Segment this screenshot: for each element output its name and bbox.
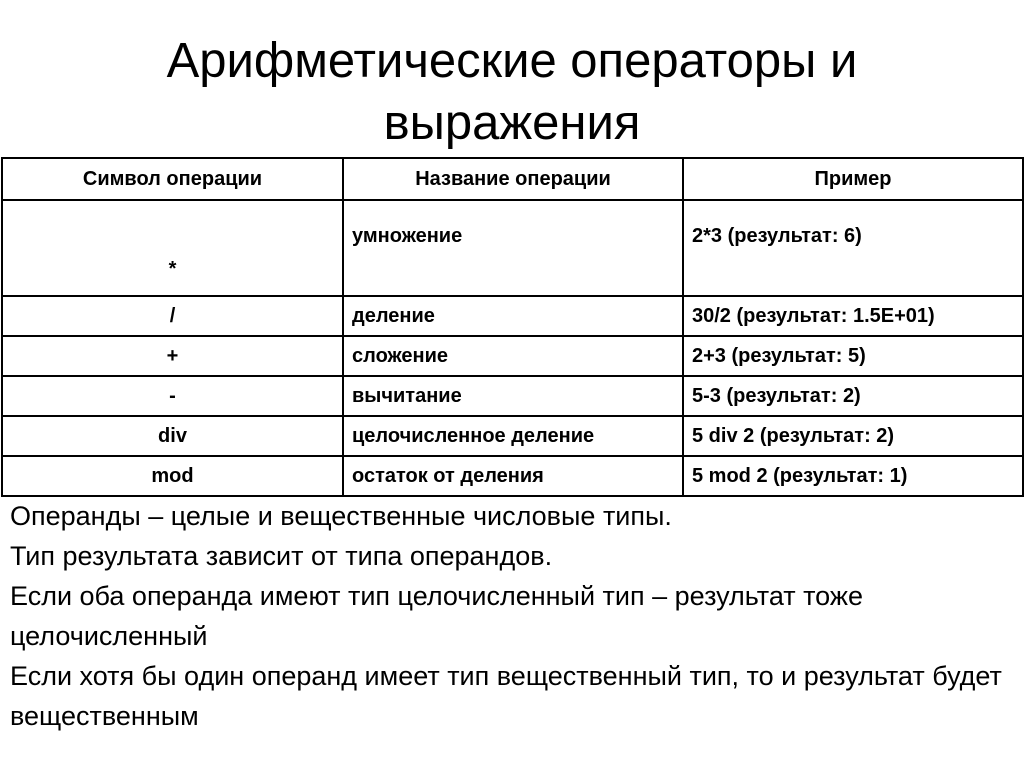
table-row [2,416,1023,456]
operator-name: умножение [343,200,683,296]
table-row [2,456,1023,496]
header-example: Пример [683,158,1023,200]
note-line: Если хотя бы один операнд имеет тип вещественный тип, то и результат будет вещественным [10,661,1002,731]
operator-example: 5-3 (результат: 2) [683,376,1023,416]
operator-symbol: div [2,416,343,456]
table-row [2,336,1023,376]
operator-example: 2*3 (результат: 6) [683,200,1023,296]
operator-name: вычитание [343,376,683,416]
operator-example: 30/2 (результат: 1.5E+01) [683,296,1023,336]
operator-symbol: + [2,336,343,376]
table-header-row [2,158,1023,200]
header-name: Название операции [343,158,683,200]
operator-symbol: mod [2,456,343,496]
table-row [2,376,1023,416]
slide-title-line-2: выражения [383,96,641,150]
note-line: Операнды – целые и вещественные числовые типы. [10,501,672,531]
operators-table [1,157,1024,497]
operator-symbol: / [2,296,343,336]
slide-title-line-1: Арифметические операторы и [166,34,858,88]
operator-example: 5 div 2 (результат: 2) [683,416,1023,456]
operator-example: 5 mod 2 (результат: 1) [683,456,1023,496]
note-line: Тип результата зависит от типа операндов. [10,541,553,571]
header-symbol: Символ операции [2,158,343,200]
operator-name: сложение [343,336,683,376]
operator-name: целочисленное деление [343,416,683,456]
operator-symbol: * [2,200,343,296]
slide-title [0,30,1024,154]
operator-symbol: - [2,376,343,416]
operator-name: деление [343,296,683,336]
table-row [2,296,1023,336]
note-line: Если оба операнда имеют тип целочисленный тип – результат тоже целочисленный [10,581,863,651]
notes-text [10,496,1010,736]
table-row [2,200,1023,296]
operator-example: 2+3 (результат: 5) [683,336,1023,376]
operator-name: остаток от деления [343,456,683,496]
